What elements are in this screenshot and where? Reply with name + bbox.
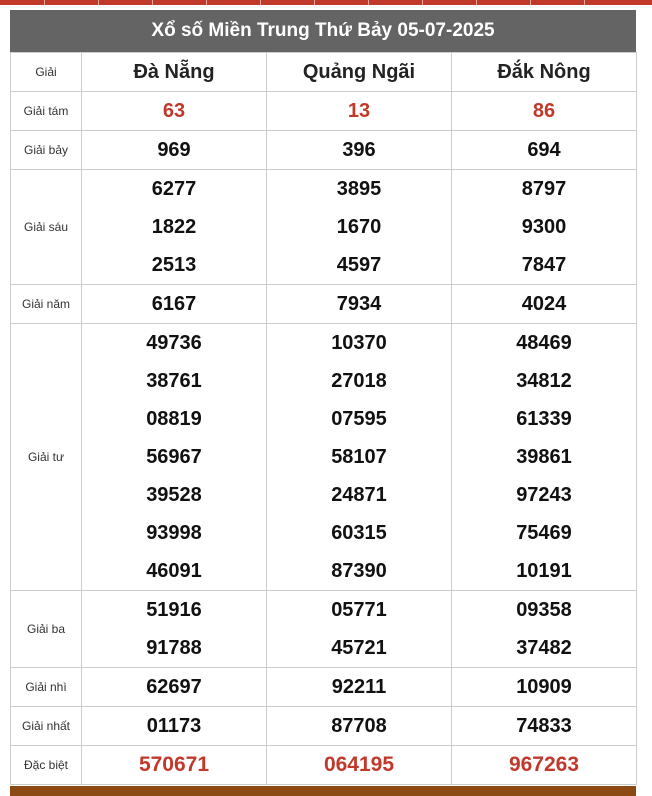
prize-number: 1822 [151,216,197,238]
prize-label: Giải ba [11,591,82,668]
special-prize-number: 064195 [323,753,395,776]
prize-number: 45721 [331,637,387,659]
prize-label: Giải sáu [11,170,82,285]
prize-row-g5 [11,285,637,324]
prize-number: 7934 [336,293,382,315]
prize-number: 93998 [146,522,202,544]
prize-row-g7 [11,131,637,170]
prize-row-special [11,746,637,785]
prize-number: 56967 [146,446,202,468]
prize-number: 46091 [146,560,202,582]
prize-number: 51916 [146,599,202,621]
prize-number: 13 [347,100,371,122]
top-accent-bar [0,0,652,5]
prize-number: 48469 [516,332,572,354]
prize-row-g2 [11,668,637,707]
prize-row-g3 [11,591,637,668]
prize-number: 86 [532,100,556,122]
prize-number: 61339 [516,408,572,430]
prize-number: 396 [342,139,376,161]
prize-number: 4597 [336,254,382,276]
prize-number: 05771 [331,599,387,621]
prize-number: 27018 [331,370,387,392]
prize-number: 60315 [331,522,387,544]
prize-number: 6167 [151,293,197,315]
prize-number: 49736 [146,332,202,354]
prize-label: Giải tư [11,324,82,591]
prize-number: 34812 [516,370,572,392]
prize-number: 39528 [146,484,202,506]
prize-number: 3895 [336,178,382,200]
prize-number: 24871 [331,484,387,506]
prize-label: Giải năm [11,285,82,324]
prize-number: 6277 [151,178,197,200]
prize-number: 7847 [521,254,567,276]
results-table [10,52,637,785]
prize-number: 87708 [331,715,387,737]
prize-number: 38761 [146,370,202,392]
prize-number: 97243 [516,484,572,506]
footer-bar [10,786,636,796]
prize-number: 8797 [521,178,567,200]
prize-number: 07595 [331,408,387,430]
prize-number: 01173 [146,715,202,737]
results-container [10,10,636,785]
prize-row-g6 [11,170,637,285]
prize-number: 39861 [516,446,572,468]
prize-number: 694 [527,139,561,161]
prize-row-g8 [11,92,637,131]
prize-row-g1 [11,707,637,746]
prize-number: 10191 [516,560,572,582]
prize-column-header: Giải [11,53,82,92]
prize-number: 63 [162,100,186,122]
prize-number: 08819 [146,408,202,430]
province-header[interactable]: Đà Nẵng [82,53,267,92]
prize-number: 4024 [521,293,567,315]
prize-label: Giải tám [11,92,82,131]
prize-number: 9300 [521,216,567,238]
province-header[interactable]: Quảng Ngãi [267,53,452,92]
prize-number: 75469 [516,522,572,544]
prize-number: 10909 [516,676,572,698]
prize-number: 37482 [516,637,572,659]
province-header[interactable]: Đắk Nông [452,53,637,92]
prize-number: 91788 [146,637,202,659]
prize-label: Đặc biệt [11,746,82,785]
header-row [11,53,637,92]
prize-number: 1670 [336,216,382,238]
prize-number: 74833 [516,715,572,737]
prize-label: Giải nhì [11,668,82,707]
prize-row-g4 [11,324,637,591]
prize-number: 92211 [331,676,387,698]
prize-number: 87390 [331,560,387,582]
prize-number: 58107 [331,446,387,468]
prize-number: 62697 [146,676,202,698]
special-prize-number: 967263 [508,753,580,776]
prize-label: Giải bảy [11,131,82,170]
prize-number: 969 [157,139,191,161]
prize-number: 09358 [516,599,572,621]
prize-number: 2513 [151,254,197,276]
prize-label: Giải nhất [11,707,82,746]
results-title: Xổ số Miền Trung Thứ Bảy 05-07-2025 [10,10,636,52]
prize-number: 10370 [331,332,387,354]
special-prize-number: 570671 [138,753,210,776]
